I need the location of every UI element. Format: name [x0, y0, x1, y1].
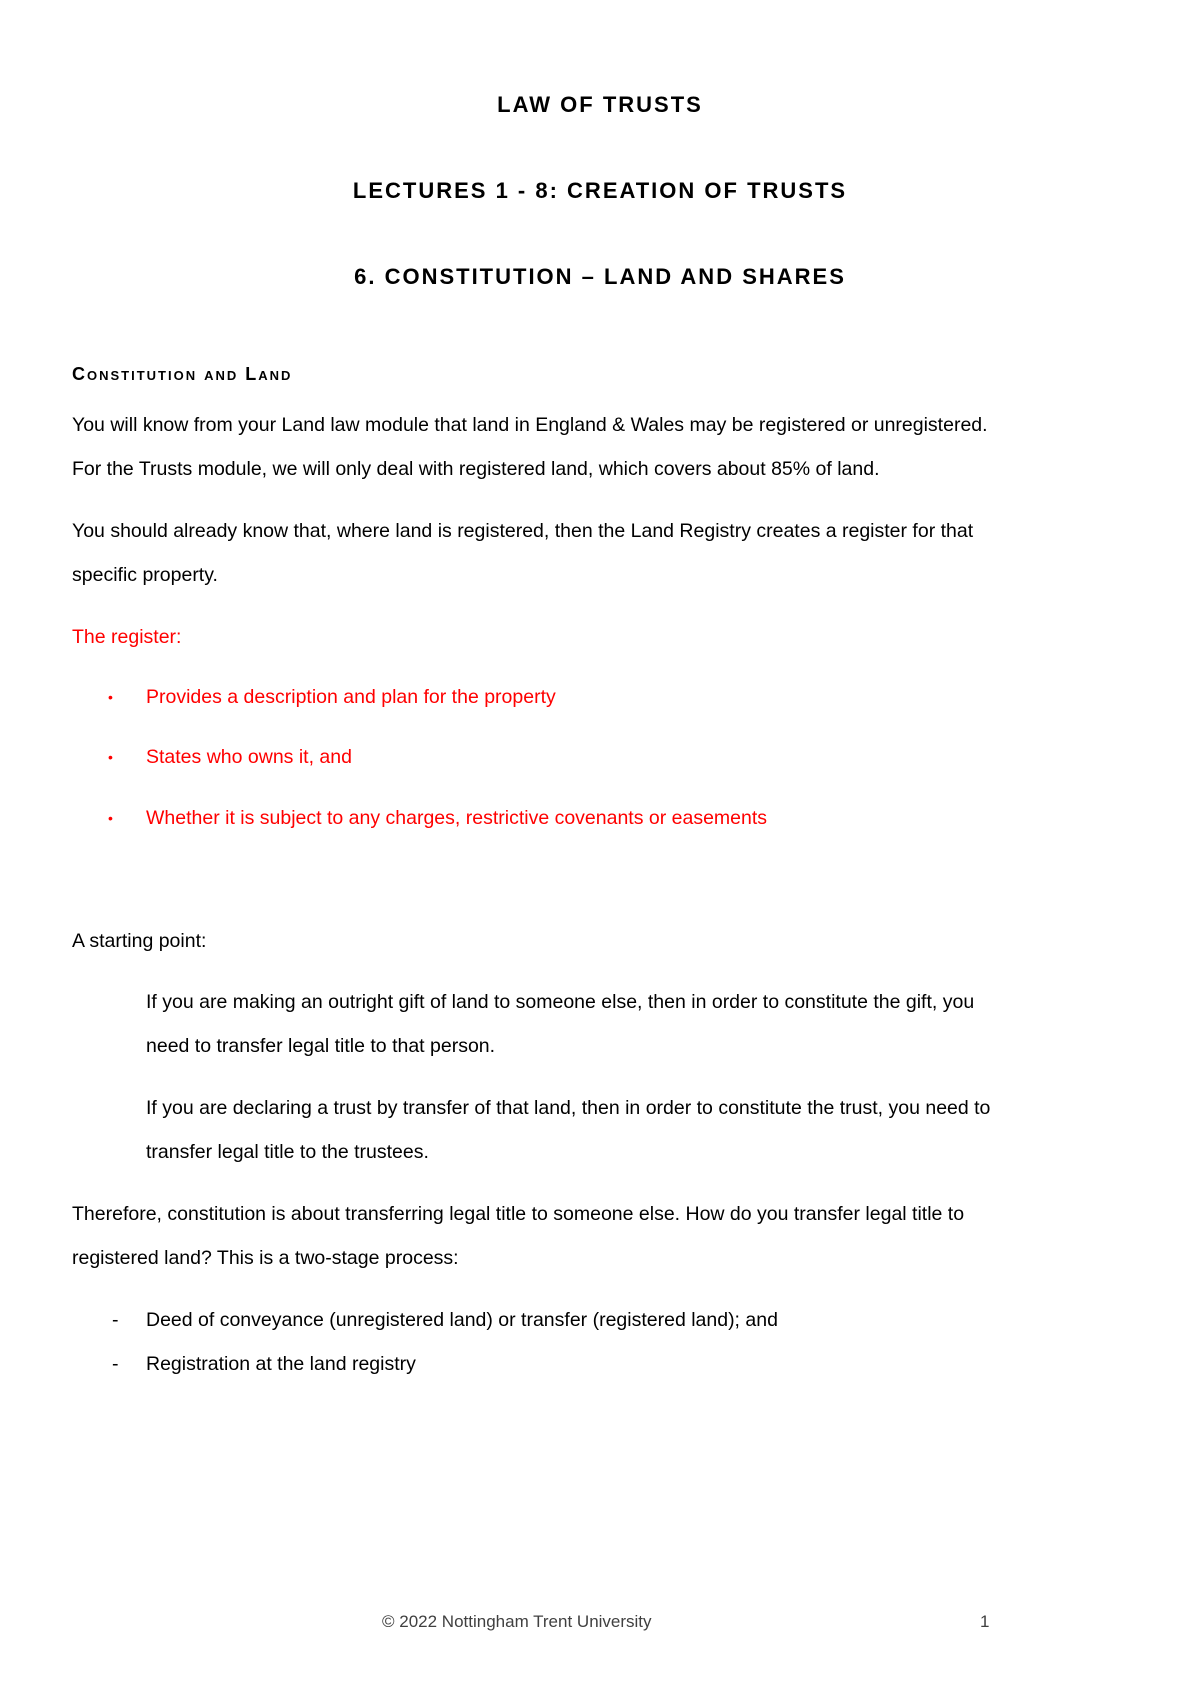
paragraph-line: For the Trusts module, we will only deal with registered land, which covers about 85% of land.	[72, 458, 880, 480]
document-subtitle: LECTURES 1 - 8: CREATION OF TRUSTS	[352, 178, 848, 203]
bullet-icon: •	[108, 810, 113, 826]
bullet-icon: •	[108, 749, 113, 765]
subsection-heading: Constitution and Land	[72, 364, 293, 384]
indented-paragraph-line: need to transfer legal title to that person.	[146, 1035, 496, 1057]
register-bullet-item: Provides a description and plan for the property	[146, 686, 556, 708]
indented-paragraph-line: If you are declaring a trust by transfer of that land, then in order to constitute the trust, you need to	[146, 1097, 991, 1119]
register-bullet-item: States who owns it, and	[146, 746, 352, 768]
dash-marker: -	[112, 1353, 119, 1375]
bullet-icon: •	[108, 689, 113, 705]
paragraph-line: specific property.	[72, 564, 218, 586]
footer-page-number: 1	[980, 1612, 990, 1631]
starting-point-label: A starting point:	[72, 930, 207, 952]
dash-marker: -	[112, 1309, 119, 1331]
document-title: LAW OF TRUSTS	[497, 92, 703, 117]
process-step-item: Registration at the land registry	[146, 1353, 416, 1375]
indented-paragraph-line: If you are making an outright gift of land to someone else, then in order to constitute the gift, you	[146, 991, 975, 1013]
section-title: 6. CONSTITUTION – LAND AND SHARES	[354, 264, 846, 289]
footer-copyright: © 2022 Nottingham Trent University	[382, 1612, 652, 1631]
indented-paragraph-line: transfer legal title to the trustees.	[146, 1141, 429, 1163]
paragraph-line: You should already know that, where land is registered, then the Land Registry creates a register for that	[72, 520, 974, 542]
register-bullet-item: Whether it is subject to any charges, restrictive covenants or easements	[146, 807, 768, 829]
register-label: The register:	[72, 626, 182, 648]
paragraph-line: registered land? This is a two-stage process:	[72, 1247, 459, 1269]
paragraph-line: You will know from your Land law module that land in England & Wales may be registered or unregistered.	[72, 414, 988, 436]
paragraph-line: Therefore, constitution is about transferring legal title to someone else. How do you transfer legal title to	[72, 1203, 965, 1225]
process-step-item: Deed of conveyance (unregistered land) or transfer (registered land); and	[146, 1309, 778, 1331]
